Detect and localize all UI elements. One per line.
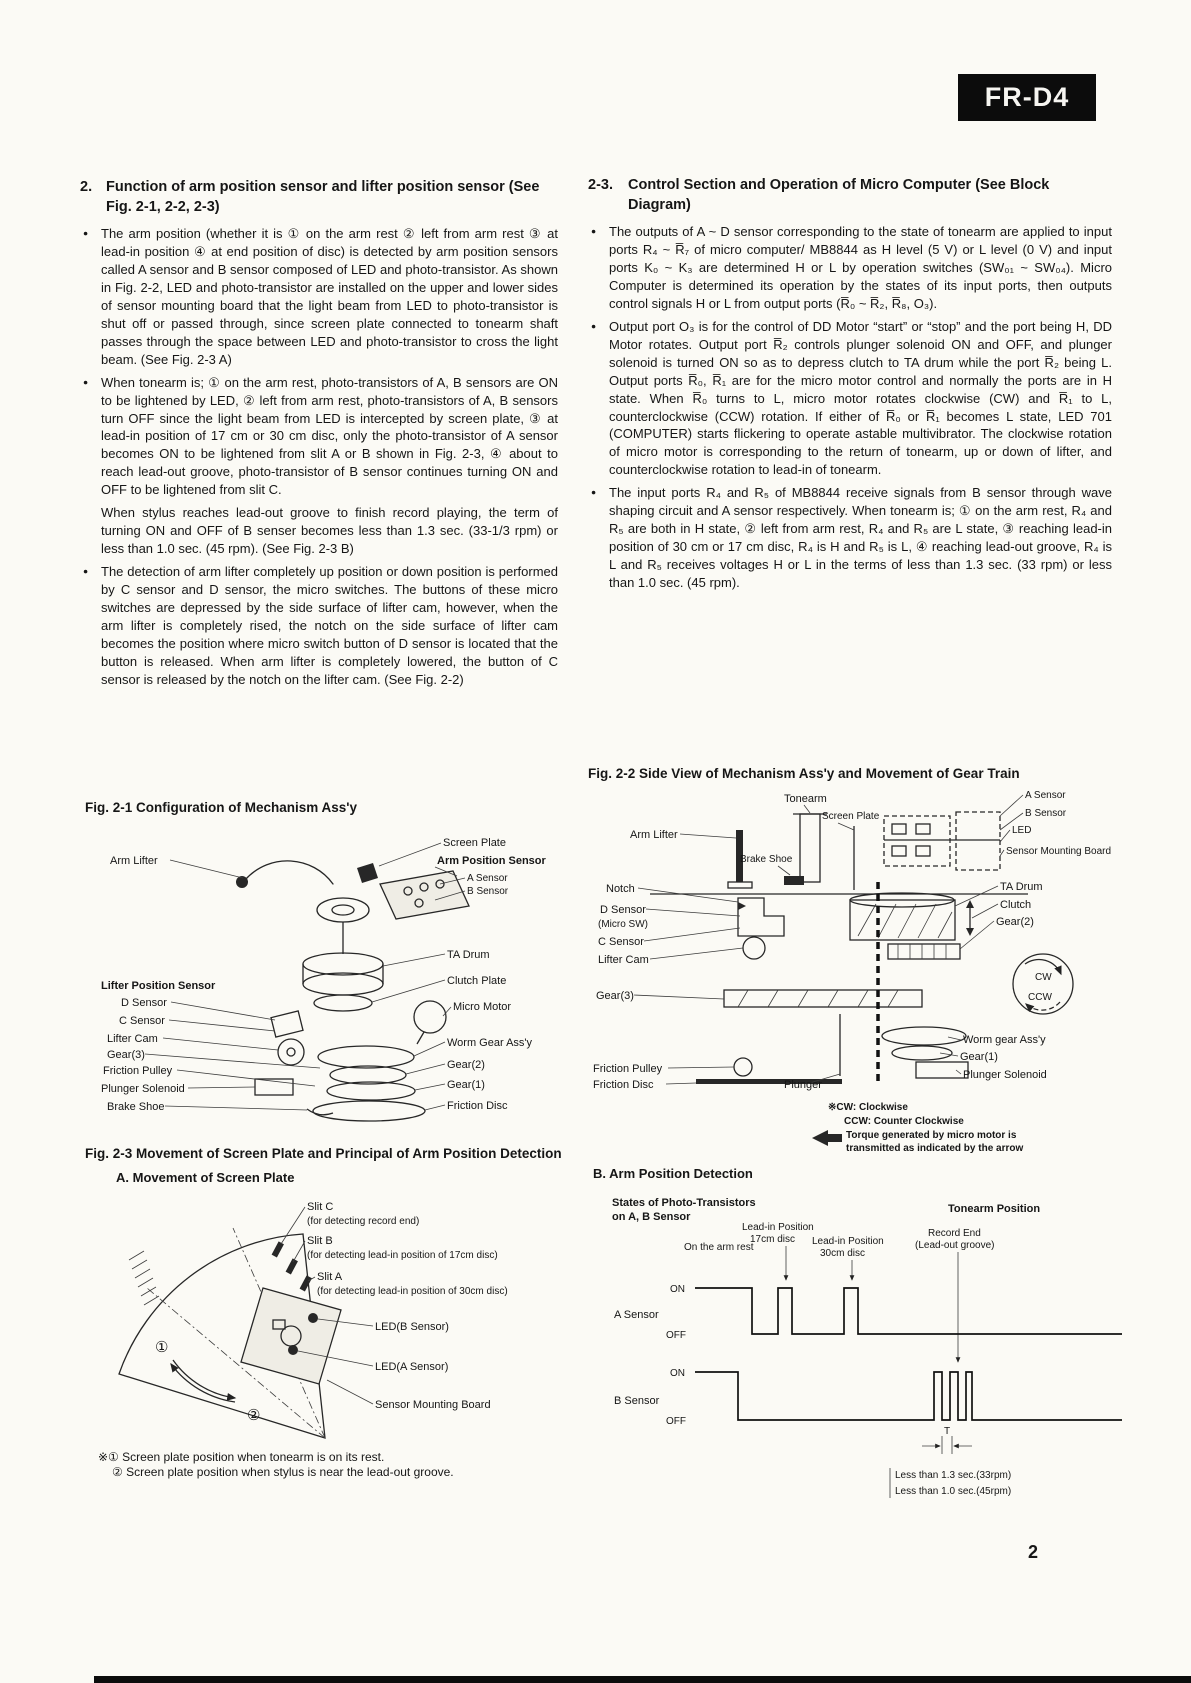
label-gear2: Gear(2) (996, 916, 1034, 928)
label-lifter-position-sensor: Lifter Position Sensor (101, 980, 216, 992)
header-tonearm-position: Tonearm Position (948, 1203, 1041, 1215)
body-paragraph: ● The arm position (whether it is ① on the arm rest ② left from arm rest ③ at lead-in position ④ at end position of disc) is detected by arm position sensors called A sensor and B sensor composed of LED and photo-transistor. As shown in Fig. 2-2, LED and photo-transistor are installed on the upper and lower sides of sensor mounting board that the light beam from LED to photo-transistor is shut off or passed through, since screen plate connected to tonearm shaft passes through the space between LED and photo-transistor to cross the light beam. (See Fig. 2-3 A) (80, 225, 558, 369)
label-cw: CW (1035, 972, 1052, 983)
section-title: Function of arm position sensor and lifter position sensor (See Fig. 2-1, 2-2, 2-3) (106, 179, 540, 215)
marker-position-1: ① (155, 1339, 169, 1356)
body-paragraph: ● The outputs of A ~ D sensor corresponding to the state of tonearm are applied to input ports R₄ ~ R̅₇ of micro computer/ MB8844 as H level (5 V) or L level (0 V) and input ports K₀ ~ K₃ are determined H or L by operation switches (SW₀₁ ~ SW₀₄). Micro Computer is determined its operation by the states of its input ports, then outputs control signals H or L from output ports (R̅₀ ~ R̅₂, R̅₈, O₃). (588, 223, 1112, 313)
a-off-label: OFF (666, 1330, 686, 1341)
label-sensor-mounting-board: Sensor Mounting Board (1006, 846, 1112, 857)
t-label: T (944, 1426, 951, 1437)
row-a-sensor: A Sensor (614, 1309, 659, 1321)
label-brake-shoe: Brake Shoe (107, 1101, 165, 1113)
label-tonearm: Tonearm (784, 793, 827, 805)
mechanism-drawing (236, 861, 469, 1121)
body-paragraph: ● The input ports R₄ and R₅ of MB8844 receive signals from B sensor through wave shaping circuit and A sensor respectively. When tonearm is; ① on the arm rest, R₄ and R₅ are both in H state, ② left from arm rest, R₄ and R₅ are L state, ③ reaching lead-in position of 30 cm or 17 cm disc, R₄ is H and R₅ is L, ④ reaching lead-out groove, R₄ is L and R₅ receives voltages H or L in the terms of less than 1.3 sec. (33 rpm) or less than 1.0 sec. (45 rpm). (588, 484, 1112, 592)
marker-position-2: ② (247, 1407, 261, 1424)
label-lifter-cam: Lifter Cam (107, 1033, 158, 1045)
label-ta-drum: TA Drum (1000, 881, 1043, 893)
a-on-label: ON (670, 1284, 685, 1295)
label-arm-position-sensor: Arm Position Sensor (437, 855, 546, 867)
label-micro-sw: (Micro SW) (598, 919, 648, 930)
label-friction-disc: Friction Disc (447, 1100, 508, 1112)
note-less-than-10: Less than 1.0 sec.(45rpm) (895, 1486, 1012, 1497)
label-b-sensor: B Sensor (1025, 808, 1067, 819)
note-ccw-counterclockwise: CCW: Counter Clockwise (844, 1116, 964, 1127)
b-sensor-waveform (695, 1372, 1122, 1420)
note-screen-plate-1: ※① Screen plate position when tonearm is on its rest. (98, 1450, 385, 1464)
header-states-of-phototransistors: States of Photo-Transistors (612, 1197, 756, 1209)
section-heading (588, 176, 1112, 215)
guide-arrows (786, 1246, 958, 1362)
label-gear1: Gear(1) (447, 1079, 485, 1091)
label-c-sensor: C Sensor (119, 1015, 165, 1027)
b-on-label: ON (670, 1368, 685, 1379)
label-c-sensor: C Sensor (598, 936, 644, 948)
row-b-sensor: B Sensor (614, 1395, 660, 1407)
bottom-bar (94, 1676, 1191, 1683)
fig-2-3-caption: Fig. 2-3 Movement of Screen Plate and Principal of Arm Position Detection (85, 1146, 562, 1161)
fig-2-2-diagram (588, 786, 1133, 1158)
fig-2-1-diagram (85, 816, 585, 1141)
label-led-b-sensor: LED(B Sensor) (375, 1321, 449, 1333)
label-d-sensor: D Sensor (600, 904, 646, 916)
label-slit-c-desc: (for detecting record end) (307, 1216, 420, 1227)
label-worm-gear: Worm gear Ass'y (963, 1034, 1046, 1046)
label-b-sensor: B Sensor (467, 886, 509, 897)
label-brake-shoe: Brake Shoe (740, 854, 793, 865)
label-a-sensor: A Sensor (1025, 790, 1066, 801)
page-number: 2 (1028, 1542, 1039, 1562)
label-slit-c: Slit C (307, 1201, 334, 1213)
label-led-a-sensor: LED(A Sensor) (375, 1361, 449, 1373)
b-off-label: OFF (666, 1416, 686, 1427)
label-slit-a-desc: (for detecting lead-in position of 30cm disc) (317, 1286, 508, 1297)
label-friction-pulley: Friction Pulley (593, 1063, 663, 1075)
note-cw-clockwise: ※CW: Clockwise (828, 1102, 908, 1113)
label-sensor-mounting-board: Sensor Mounting Board (375, 1399, 491, 1411)
col-on-the-arm-rest: On the arm rest (684, 1242, 754, 1253)
label-gear2: Gear(2) (447, 1059, 485, 1071)
label-plunger-solenoid: Plunger Solenoid (101, 1083, 185, 1095)
header-on-ab-sensor: on A, B Sensor (612, 1211, 691, 1223)
label-a-sensor: A Sensor (467, 873, 508, 884)
label-clutch: Clutch (1000, 899, 1032, 911)
model-number: FR-D4 (984, 82, 1070, 112)
label-worm-gear: Worm Gear Ass'y (447, 1037, 533, 1049)
label-slit-a: Slit A (317, 1271, 343, 1283)
note-torque-line2: transmitted as indicated by the arrow (846, 1143, 1024, 1154)
fig-2-3a-notes (98, 1450, 454, 1480)
label-arm-lifter: Arm Lifter (630, 829, 678, 841)
col-lead-in-17-line1: Lead-in Position (742, 1222, 814, 1233)
col-lead-in-30-line1: Lead-in Position (812, 1236, 884, 1247)
note-torque-line1: Torque generated by micro motor is (846, 1130, 1017, 1141)
a-sensor-waveform (695, 1288, 1122, 1334)
label-ccw: CCW (1028, 992, 1052, 1003)
fig-2-3b-title: B. Arm Position Detection (593, 1166, 753, 1181)
label-arm-lifter: Arm Lifter (110, 855, 158, 867)
label-screen-plate: Screen Plate (822, 811, 880, 822)
label-gear3: Gear(3) (107, 1049, 145, 1061)
label-led: LED (1012, 825, 1032, 836)
section-title: Control Section and Operation of Micro Computer (See Block Diagram) (628, 177, 1050, 213)
label-plunger-solenoid: Plunger Solenoid (963, 1069, 1047, 1081)
section-number: 2-3. (588, 177, 613, 193)
fig-2-3a-diagram (85, 1188, 595, 1446)
label-ta-drum: TA Drum (447, 949, 490, 961)
label-notch: Notch (606, 883, 635, 895)
col-lead-in-17-line2: 17cm disc (750, 1234, 796, 1245)
note-screen-plate-2: ② Screen plate position when stylus is near the lead-out groove. (112, 1465, 454, 1479)
col-lead-in-30-line2: 30cm disc (820, 1248, 866, 1259)
section-number: 2. (80, 179, 93, 195)
label-micro-motor: Micro Motor (453, 1001, 512, 1013)
body-paragraph: ● Output port O₃ is for the control of DD Motor “start” or “stop” and the port being H, DD Motor rotates. Output port R̅₂ controls plunger solenoid ON and OFF, and plunger solenoid is turned ON so as to depress clutch to TA drum while the port R̅₂ being L. Output ports R̅₀, R̅₁ are for the micro motor control and normally the ports are in H state. When R̅₀ turns to L, micro motor rotates clockwise (CW) and R̅₁ to L, counterclockwise (CCW) rotation. If either of R̅₀ or R̅₁ becomes L state, LED 701 (COMPUTER) starts flickering to operate astable multivibrator. The clockwise rotation of micro motor is corresponding to the return of tonearm, up or down of lifter, and counterclockwise rotation to lead-in of tonearm. (588, 318, 1112, 479)
label-d-sensor: D Sensor (121, 997, 167, 1009)
t-interval-marker (922, 1426, 972, 1454)
section-heading (80, 178, 558, 217)
label-slit-b: Slit B (307, 1235, 333, 1247)
body-paragraph: ● When tonearm is; ① on the arm rest, photo-transistors of A, B sensors are ON to be lightened by LED, ② left from arm rest, photo-transistors of A, B sensors turn OFF since the light beam from LED is intercepted by screen plate, ③ at lead-in position of 17 cm or 30 cm disc, only the photo-transistor of A sensor becomes ON to be lightened from slit A or B shown in Fig. 2-3, ④ about to reach lead-out groove, photo-transistor of B sensor continues turning ON and OFF to be lightened from slit C. (80, 374, 558, 500)
label-screen-plate: Screen Plate (443, 837, 506, 849)
model-badge (958, 74, 1096, 121)
fig-2-2-caption: Fig. 2-2 Side View of Mechanism Ass'y and Movement of Gear Train (588, 766, 1020, 781)
section-control-micro-computer (588, 176, 1112, 597)
col-record-end-line1: Record End (928, 1228, 981, 1239)
body-paragraph: When stylus reaches lead-out groove to finish record playing, the term of turning ON and OFF of B senser becomes less than 1.3 sec. (33-1/3 rpm) or less than 1.0 sec. (45 rpm). (See Fig. 2-3 B) (101, 505, 558, 557)
label-clutch-plate: Clutch Plate (447, 975, 507, 987)
label-friction-pulley: Friction Pulley (103, 1065, 173, 1077)
fig-2-3b-timing-diagram (590, 1186, 1155, 1516)
side-view-drawing (650, 812, 1073, 1146)
label-plunger: Plunger (784, 1079, 822, 1091)
fig-2-1-caption: Fig. 2-1 Configuration of Mechanism Ass'y (85, 800, 357, 815)
note-less-than-13: Less than 1.3 sec.(33rpm) (895, 1470, 1012, 1481)
label-friction-disc: Friction Disc (593, 1079, 654, 1091)
section-arm-position-sensor (80, 178, 558, 694)
label-slit-b-desc: (for detecting lead-in position of 17cm disc) (307, 1250, 498, 1261)
label-lifter-cam: Lifter Cam (598, 954, 649, 966)
label-gear3: Gear(3) (596, 990, 634, 1002)
label-gear1: Gear(1) (960, 1051, 998, 1063)
body-paragraph: ● The detection of arm lifter completely up position or down position is performed by C sensor and D sensor, the micro switches. The buttons of these micro switches are depressed by the side surface of lifter cam, however, when the arm lifter is completely rised, the notch on the side surface of lifter cam becomes the position where micro switch button of D sensor is located that the button is released. When arm lifter is completely lowered, the button of C sensor is released by the notch on the lifter cam. (See Fig. 2-2) (80, 563, 558, 689)
col-record-end-line2: (Lead-out groove) (915, 1240, 995, 1251)
fig-2-3a-title: A. Movement of Screen Plate (116, 1170, 295, 1185)
